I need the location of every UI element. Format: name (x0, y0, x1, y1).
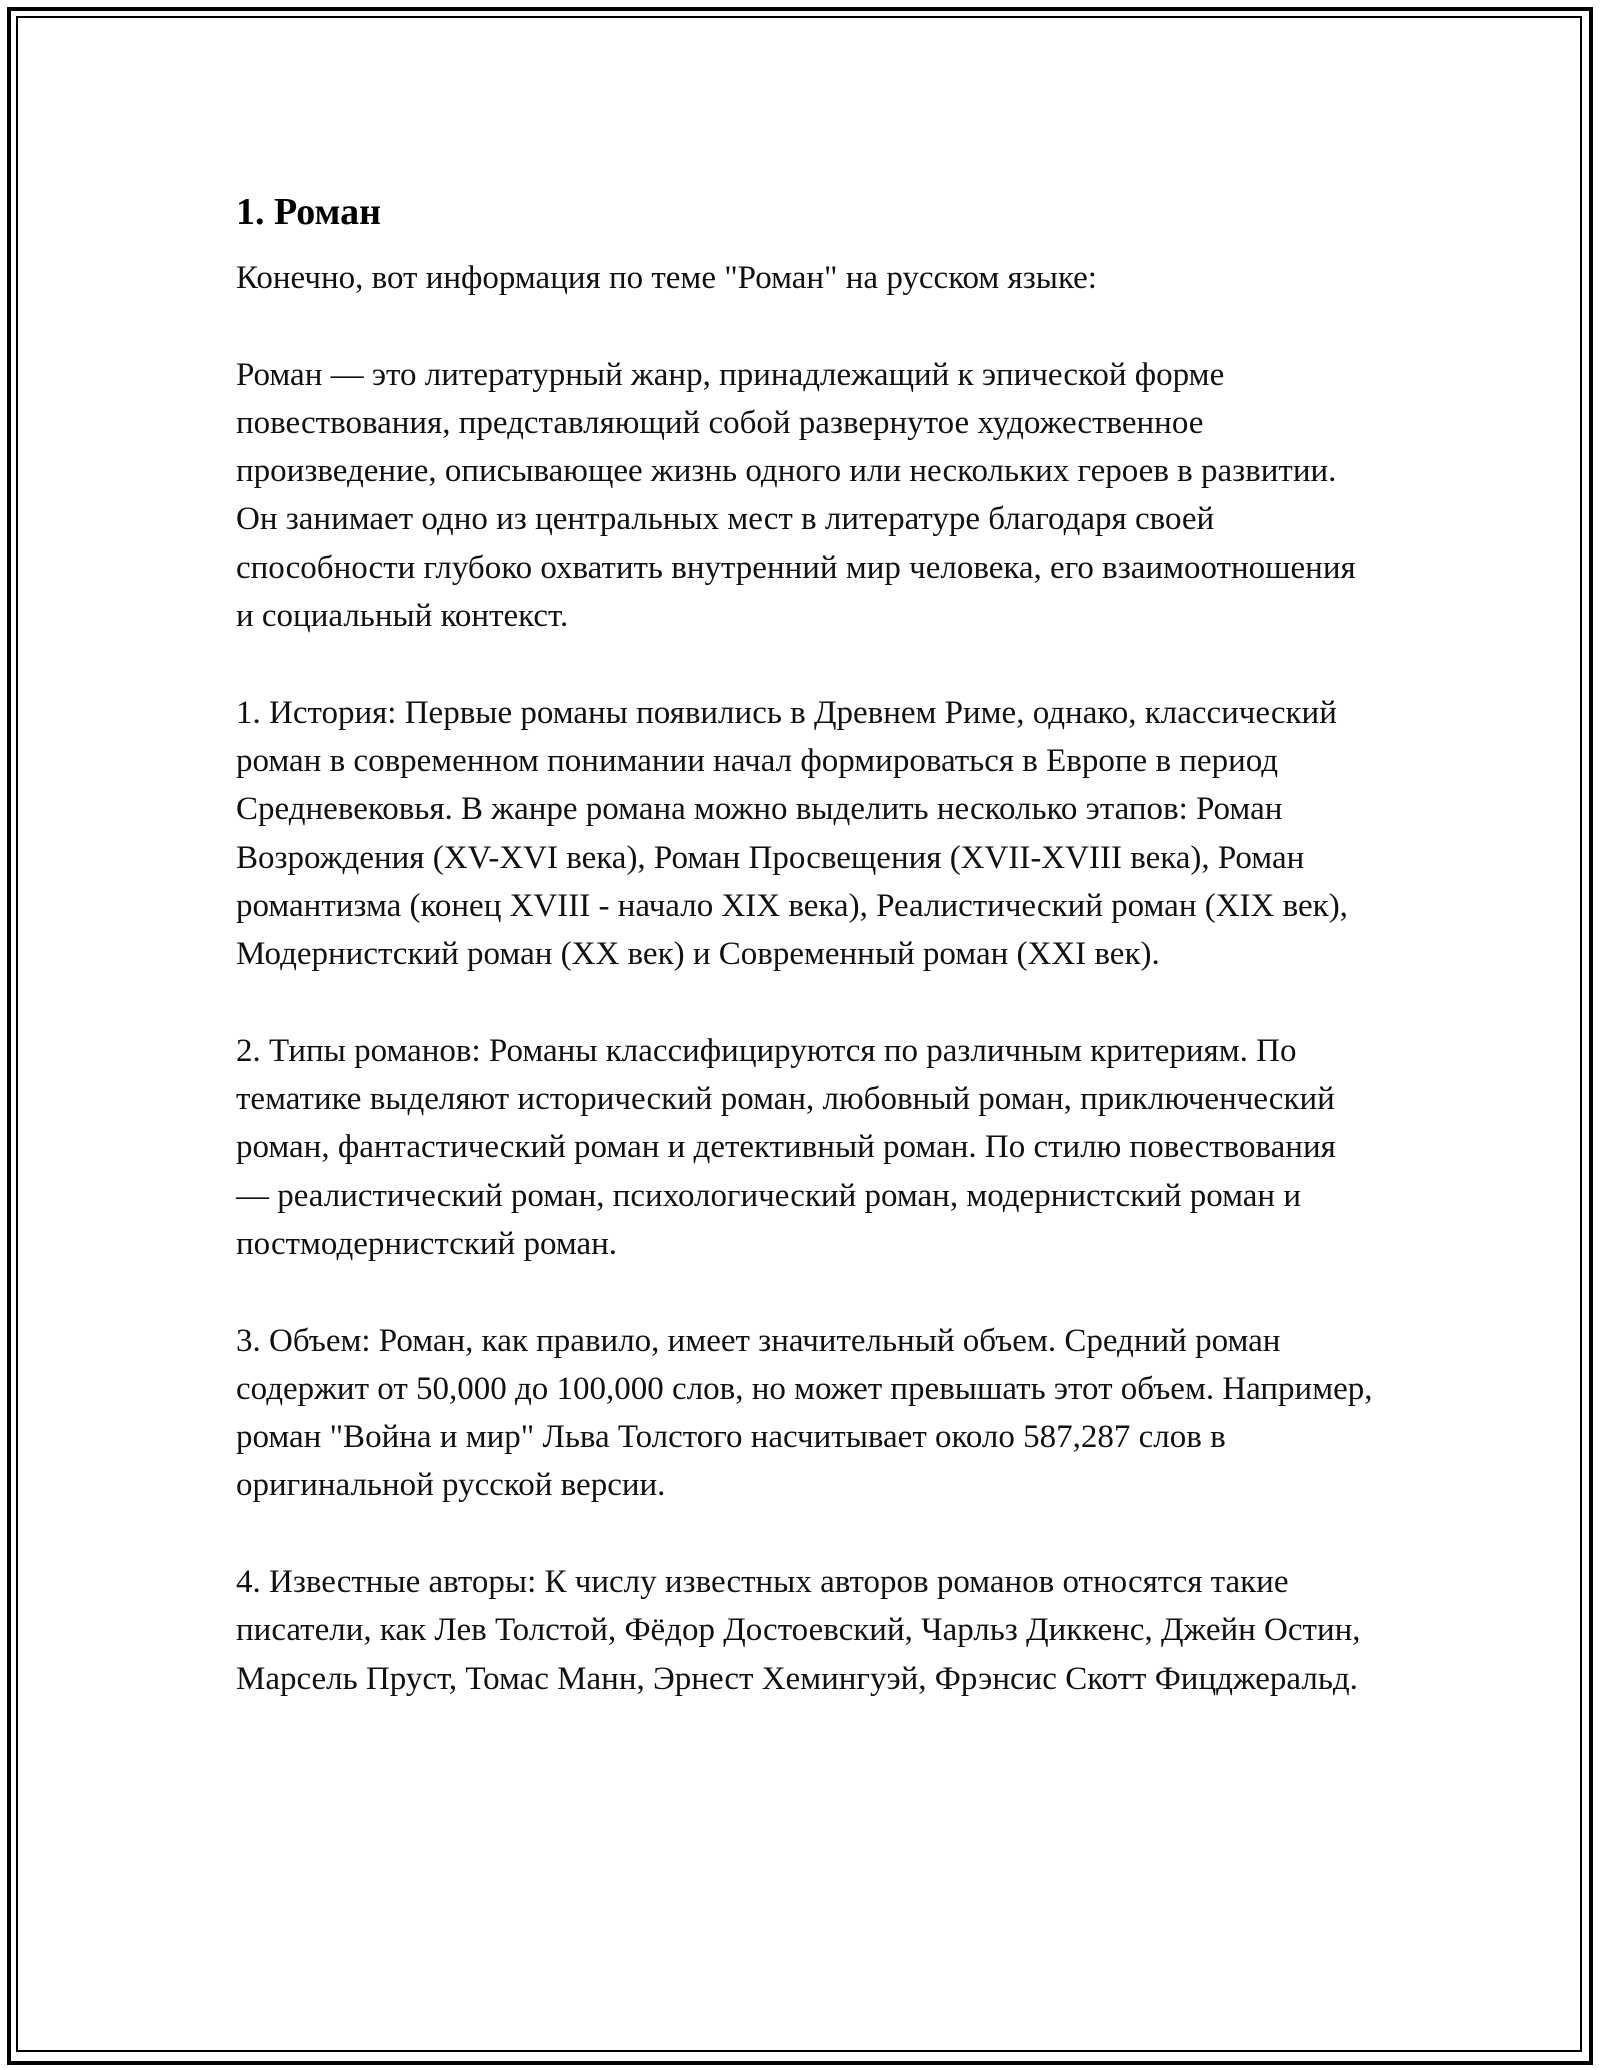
types-paragraph: 2. Типы романов: Романы классифицируются по различным критериям. По тематике выделяют исторический роман, любовный роман, приключенческий роман, фантастический роман и детективный роман. По стилю повествования — реалистический роман, психологический роман, модернистский роман и постмодернистский роман. (236, 1032, 1336, 1262)
intro-paragraph: Конечно, вот информация по теме "Роман" на русском языке: (236, 260, 1097, 296)
authors-paragraph: 4. Известные авторы: К числу известных авторов романов относятся такие писатели, как Лев Толстой, Фёдор Достоевский, Чарльз Диккенс, Джейн Остин, Марсель Пруст, Томас Манн, Эрнест Хемингуэй, Фрэнсис Скотт Фицджеральд. (236, 1564, 1361, 1697)
document-body (236, 182, 1376, 1751)
definition-paragraph: Роман — это литературный жанр, принадлежащий к эпической форме повествования, представляющий собой развернутое художественное произведение, описывающее жизнь одного или нескольких героев в развитии. Он занимает одно из центральных мест в литературе благодаря своей способности глубоко охватить внутренний мир человека, его взаимоотношения и социальный контекст. (236, 356, 1356, 635)
section-title: 1. Роман (236, 191, 382, 233)
volume-paragraph: 3. Объем: Роман, как правило, имеет значительный объем. Средний роман содержит от 50,000 до 100,000 слов, но может превышать этот объем. Например, роман "Война и мир" Льва Толстого насчитывает около 587,287 слов в оригинальной русской версии. (236, 1322, 1373, 1504)
history-paragraph: 1. История: Первые романы появились в Древнем Риме, однако, классический роман в современном понимании начал формироваться в Европе в период Средневековья. В жанре романа можно выделить несколько этапов: Роман Возрождения (XV-XVI века), Роман Просвещения (XVII-XVIII века), Роман романтизма (конец XVIII - начало XIX века), Реалистический роман (XIX век), Модернистский роман (XX век) и Современный роман (XXI век). (236, 694, 1348, 973)
